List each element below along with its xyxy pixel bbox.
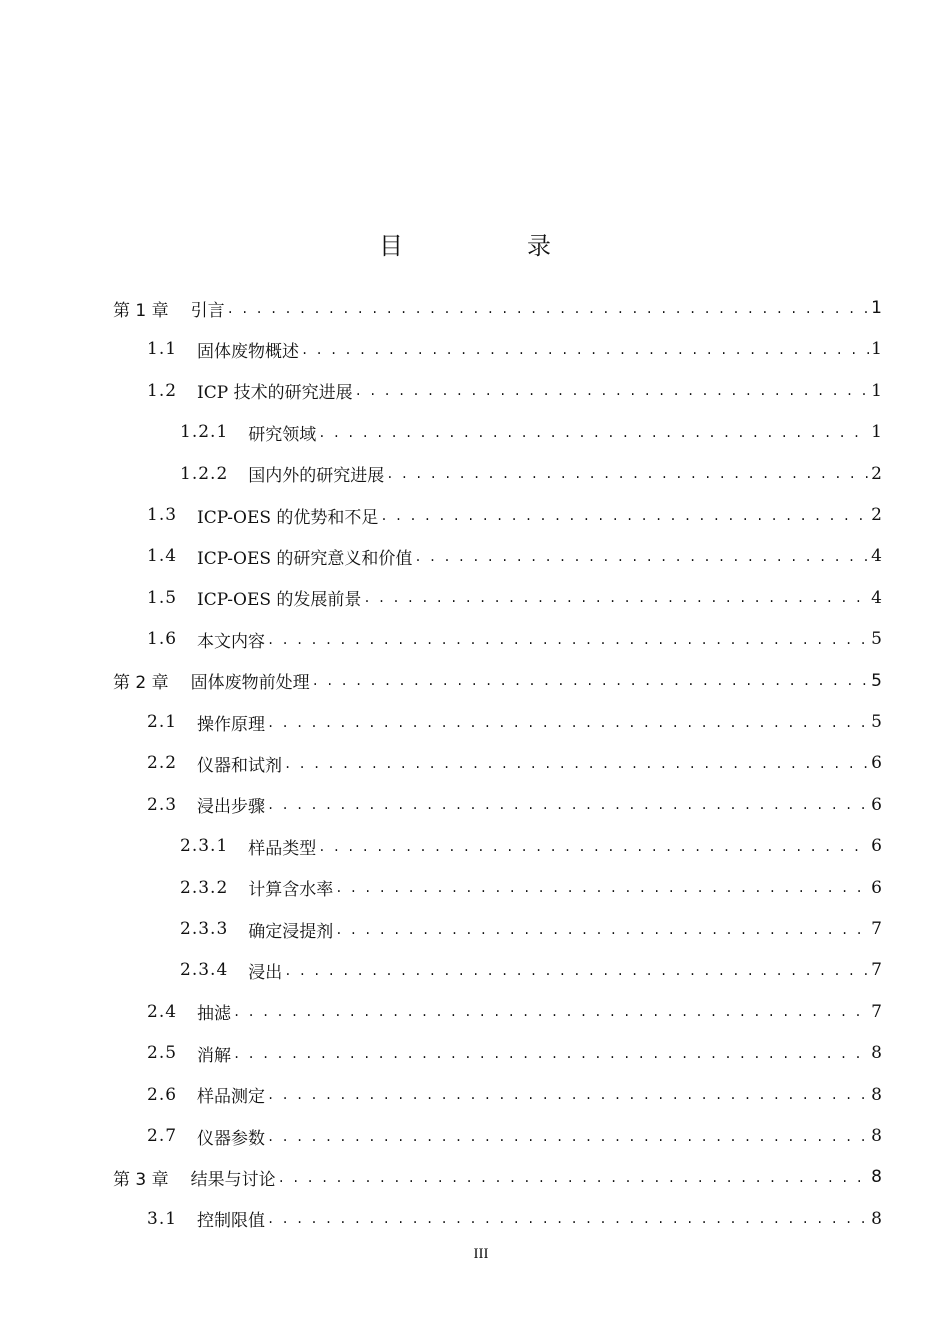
page-number: III xyxy=(473,1246,489,1262)
toc-entry-page: 7 xyxy=(871,960,882,981)
toc-entry-title: 仪器和试剂 xyxy=(197,755,283,776)
toc-dot-leader xyxy=(267,634,869,651)
toc-entry-page: 4 xyxy=(871,546,882,567)
toc-entry[interactable] xyxy=(180,412,882,452)
toc-dot-leader xyxy=(335,882,869,899)
toc-entry[interactable] xyxy=(147,619,882,659)
toc-entry-number: 3.1 xyxy=(147,1208,178,1229)
toc-entry-page: 2 xyxy=(871,463,882,484)
toc-entry[interactable] xyxy=(180,909,882,949)
toc-entry-number: 1.2 xyxy=(147,380,178,401)
toc-entry-title: ICP-OES 的发展前景 xyxy=(197,590,362,611)
toc-entry-title: 固体废物前处理 xyxy=(190,673,310,694)
toc-entry-page: 8 xyxy=(871,1084,882,1105)
toc-entry[interactable] xyxy=(180,826,882,866)
toc-entry-page: 5 xyxy=(871,712,882,732)
toc-dot-leader xyxy=(267,1131,869,1148)
toc-entry-title: 国内外的研究进展 xyxy=(248,466,385,487)
toc-entry[interactable] xyxy=(180,454,882,494)
toc-entry[interactable] xyxy=(147,1199,882,1239)
toc-entry-title: ICP-OES 的研究意义和价值 xyxy=(197,548,413,569)
toc-entry[interactable] xyxy=(147,578,882,618)
toc-entry-page: 6 xyxy=(871,836,882,857)
toc-entry[interactable] xyxy=(180,868,882,908)
toc-entry-title: 仪器参数 xyxy=(197,1128,266,1149)
toc-dot-leader xyxy=(318,427,869,444)
toc-dot-leader xyxy=(301,344,869,361)
toc-entry-number: 2.3.2 xyxy=(180,877,229,898)
toc-entry-page: 8 xyxy=(871,1126,882,1146)
toc-entry-title: 样品类型 xyxy=(248,838,317,859)
toc-entry-number: 2.3.4 xyxy=(180,960,229,981)
toc-entry[interactable] xyxy=(113,661,882,701)
toc-entry-title: 浸出 xyxy=(248,962,283,983)
toc-entry-title: 操作原理 xyxy=(197,714,266,735)
toc-entry-number: 2.3.1 xyxy=(180,836,229,857)
toc-entry[interactable] xyxy=(147,536,882,576)
toc-dot-leader xyxy=(227,303,870,320)
toc-dot-leader xyxy=(363,592,869,609)
toc-entry-page: 6 xyxy=(871,753,882,774)
toc-dot-leader xyxy=(278,1172,870,1189)
toc-dot-leader xyxy=(267,1089,869,1106)
toc-entry[interactable] xyxy=(147,702,882,742)
toc-dot-leader xyxy=(312,675,870,692)
toc-entry-title: 抽滤 xyxy=(197,1004,232,1025)
toc-entry-number: 1.3 xyxy=(147,505,178,525)
toc-dot-leader xyxy=(318,841,869,858)
toc-entry[interactable] xyxy=(147,1116,882,1156)
toc-entry-title: 引言 xyxy=(190,300,225,321)
toc-entry[interactable] xyxy=(147,785,882,825)
toc-dot-leader xyxy=(284,965,869,982)
toc-entry[interactable] xyxy=(113,1157,882,1197)
toc-dot-leader xyxy=(380,510,869,527)
toc-dot-leader xyxy=(233,1048,869,1065)
toc-entry-page: 4 xyxy=(871,587,882,608)
toc-entry-number: 2.3 xyxy=(147,794,178,815)
toc-entry-page: 1 xyxy=(871,339,882,360)
toc-entry-title: 固体废物概述 xyxy=(197,341,300,362)
toc-dot-leader xyxy=(414,551,869,568)
toc-entry-number: 1.6 xyxy=(147,629,178,650)
toc-entry-page: 7 xyxy=(871,919,882,939)
toc-entry-title: 消解 xyxy=(197,1045,232,1066)
toc-entry-number: 1.4 xyxy=(147,546,178,567)
toc-entry[interactable] xyxy=(180,950,882,990)
toc-entry-title: 计算含水率 xyxy=(248,880,334,901)
toc-entry-page: 1 xyxy=(871,298,882,318)
toc-entry-number: 1.2.1 xyxy=(180,422,229,443)
toc-entry-number: 1.1 xyxy=(147,339,178,360)
toc-entry-title: 样品测定 xyxy=(197,1087,266,1108)
toc-entry-number: 2.6 xyxy=(147,1084,178,1105)
toc-dot-leader xyxy=(335,924,869,941)
toc-entry-number: 第 1 章 xyxy=(113,300,169,321)
toc-entry-number: 2.7 xyxy=(147,1126,178,1146)
toc-entry-number: 1.2.2 xyxy=(180,463,229,484)
toc-entry-title: 确定浸提剂 xyxy=(248,921,334,942)
toc-entry-page: 5 xyxy=(871,670,882,691)
toc-entry-number: 2.5 xyxy=(147,1043,178,1064)
toc-entry-number: 2.1 xyxy=(147,712,178,732)
toc-dot-leader xyxy=(267,717,869,734)
toc-entry-title: 结果与讨论 xyxy=(190,1169,276,1190)
toc-entry-title: 控制限值 xyxy=(197,1211,266,1232)
toc-dot-leader xyxy=(267,799,869,816)
toc-entry-page: 8 xyxy=(871,1167,882,1188)
toc-dot-leader xyxy=(267,1213,869,1230)
toc-entry-number: 第 3 章 xyxy=(113,1169,169,1190)
toc-entry-page: 7 xyxy=(871,1001,882,1022)
toc-entry-number: 第 2 章 xyxy=(113,673,169,694)
toc-entry-number: 2.4 xyxy=(147,1001,178,1022)
toc-entry[interactable] xyxy=(147,743,882,783)
toc-dot-leader xyxy=(355,385,870,402)
toc-entry-page: 1 xyxy=(871,422,882,443)
toc-entry-number: 2.2 xyxy=(147,753,178,774)
toc-entry[interactable] xyxy=(113,288,882,328)
toc-entry-title: 研究领域 xyxy=(248,424,317,445)
toc-dot-leader xyxy=(386,468,869,485)
toc-entry-page: 6 xyxy=(871,877,882,898)
toc-entry[interactable] xyxy=(147,329,882,369)
toc-entry[interactable] xyxy=(147,992,882,1032)
toc-entry-page: 8 xyxy=(871,1208,882,1229)
toc-entry[interactable] xyxy=(147,371,882,411)
toc-entry-title: ICP 技术的研究进展 xyxy=(197,383,353,404)
toc-entry-page: 5 xyxy=(871,629,882,650)
toc-entry-page: 6 xyxy=(871,794,882,815)
toc-dot-leader xyxy=(233,1006,869,1023)
toc-entry-page: 1 xyxy=(871,380,882,401)
page-title: 目 录 xyxy=(379,232,601,260)
toc-entry-title: 本文内容 xyxy=(197,631,266,652)
toc-entry-page: 8 xyxy=(871,1043,882,1064)
toc-entry-title: ICP-OES 的优势和不足 xyxy=(197,507,379,528)
toc-dot-leader xyxy=(284,758,869,775)
toc-entry-number: 1.5 xyxy=(147,587,178,608)
toc-entry[interactable] xyxy=(147,1075,882,1115)
toc-entry[interactable] xyxy=(147,495,882,535)
toc-entry[interactable] xyxy=(147,1033,882,1073)
toc-entry-page: 2 xyxy=(871,505,882,525)
toc-entry-title: 浸出步骤 xyxy=(197,797,266,818)
toc-entry-number: 2.3.3 xyxy=(180,919,229,939)
